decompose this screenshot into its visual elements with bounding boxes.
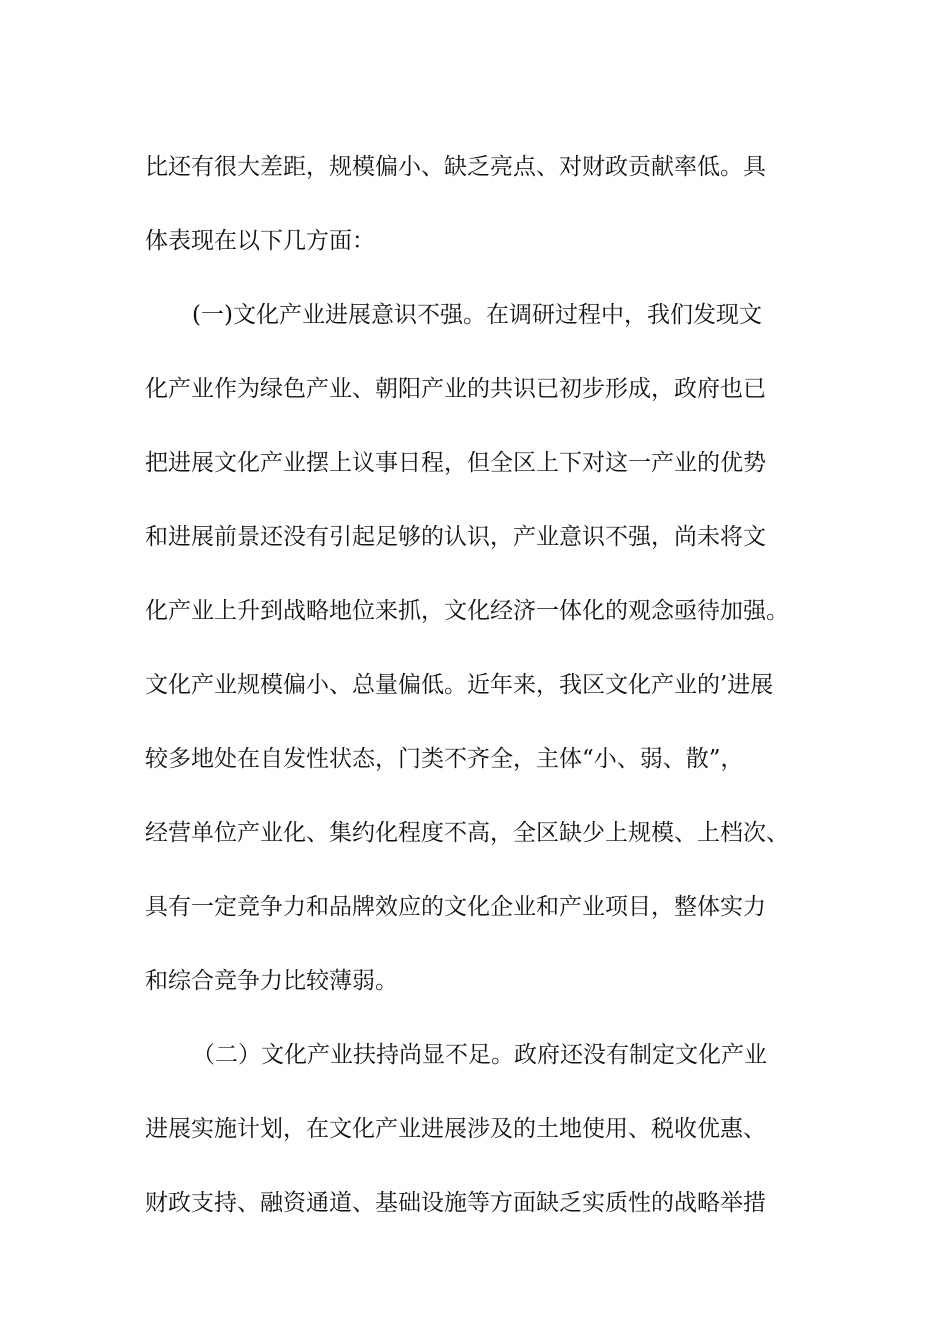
text-line: 较多地处在自发性状态，门类不齐全，主体“小、弱、散”， — [145, 746, 744, 772]
text-line: 体表现在以下几方面： — [145, 228, 375, 254]
section-heading-line: （二）文化产业扶持尚显不足。政府还没有制定文化产业 — [192, 1042, 767, 1068]
text-line: 和进展前景还没有引起足够的认识，产业意识不强，尚未将文 — [145, 524, 766, 550]
text-line: 经营单位产业化、集约化程度不高，全区缺少上规模、上档次、 — [145, 820, 789, 846]
text-line: 具有一定竞争力和品牌效应的文化企业和产业项目，整体实力 — [145, 894, 766, 920]
section-heading-line: (一)文化产业进展意识不强。在调研过程中，我们发现文 — [192, 302, 762, 328]
text-line: 进展实施计划，在文化产业进展涉及的土地使用、税收优惠、 — [145, 1116, 766, 1142]
text-line: 文化产业规模偏小、总量偏低。近年来，我区文化产业的’进展 — [145, 672, 774, 698]
body-text — [145, 130, 825, 1240]
text-line: 化产业上升到战略地位来抓，文化经济一体化的观念亟待加强。 — [145, 598, 789, 624]
text-line: 比还有很大差距，规模偏小、缺乏亮点、对财政贡献率低。具 — [145, 154, 766, 180]
text-line: 化产业作为绿色产业、朝阳产业的共识已初步形成，政府也已 — [145, 376, 766, 402]
text-line: 和综合竞争力比较薄弱。 — [145, 968, 398, 994]
text-line: 把进展文化产业摆上议事日程，但全区上下对这一产业的优势 — [145, 450, 766, 476]
text-line: 财政支持、融资通道、基础设施等方面缺乏实质性的战略举措 — [145, 1190, 766, 1216]
